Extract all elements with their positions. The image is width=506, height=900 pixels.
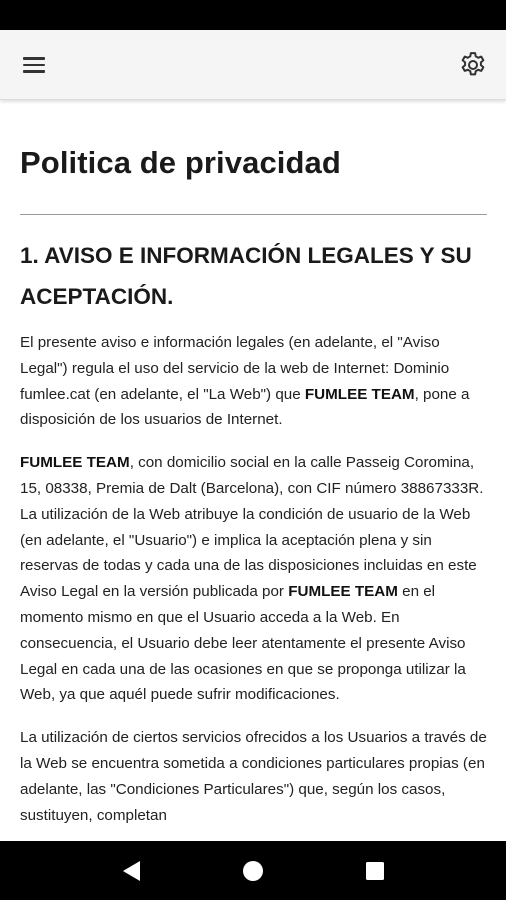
section-title: 1. AVISO E INFORMACIÓN LEGALES Y SU ACEPTACIÓN.	[20, 243, 472, 309]
hamburger-menu-icon[interactable]	[14, 45, 54, 85]
title-divider	[20, 214, 487, 215]
status-bar	[0, 0, 506, 30]
back-triangle-icon	[120, 859, 142, 883]
paragraph-aviso-legal: El presente aviso e información legales (en adelante, el "Aviso Legal") regula el uso del servicio de la web de Internet: Dominio fumlee.cat (en adelante, el "La Web") que FUMLEE TEAM, pone a disposición de los usuarios de Internet.	[20, 334, 470, 429]
navigation-bar	[0, 841, 506, 900]
page-title: Politica de privacidad	[20, 145, 341, 180]
home-button[interactable]	[229, 847, 277, 895]
home-circle-icon	[241, 859, 265, 883]
back-button[interactable]	[107, 847, 155, 895]
recents-square-icon	[365, 861, 385, 881]
recents-button[interactable]	[351, 847, 399, 895]
paragraph-domicilio: FUMLEE TEAM, con domicilio social en la calle Passeig Coromina, 15, 08338, Premia de Dalt (Barcelona), con CIF número 38867333R. La utilización de la Web atribuye la condición de usuario de la Web (en adelante, el "Usuario") e implica la aceptación plena y sin reservas de todas y cada una de las disposiciones incluidas en este Aviso Legal en la versión publicada por FUMLEE TEAM en el momento mismo en que el Usuario acceda a la Web. En consecuencia, el Usuario debe leer atentamente el presente Aviso Legal en cada una de las ocasiones en que se proponga utilizar la Web, ya que aquél puede sufrir modificaciones.	[20, 454, 484, 704]
paragraph-condiciones: La utilización de ciertos servicios ofrecidos a los Usuarios a través de la Web se encuentra sometida a condiciones particulares propias (en adelante, las "Condiciones Particulares") que, según los casos, sustituyen, completan	[20, 729, 487, 824]
gear-icon	[458, 50, 488, 80]
app-bar	[0, 30, 506, 100]
settings-button[interactable]	[454, 46, 492, 84]
privacy-policy-content[interactable]	[0, 101, 506, 841]
